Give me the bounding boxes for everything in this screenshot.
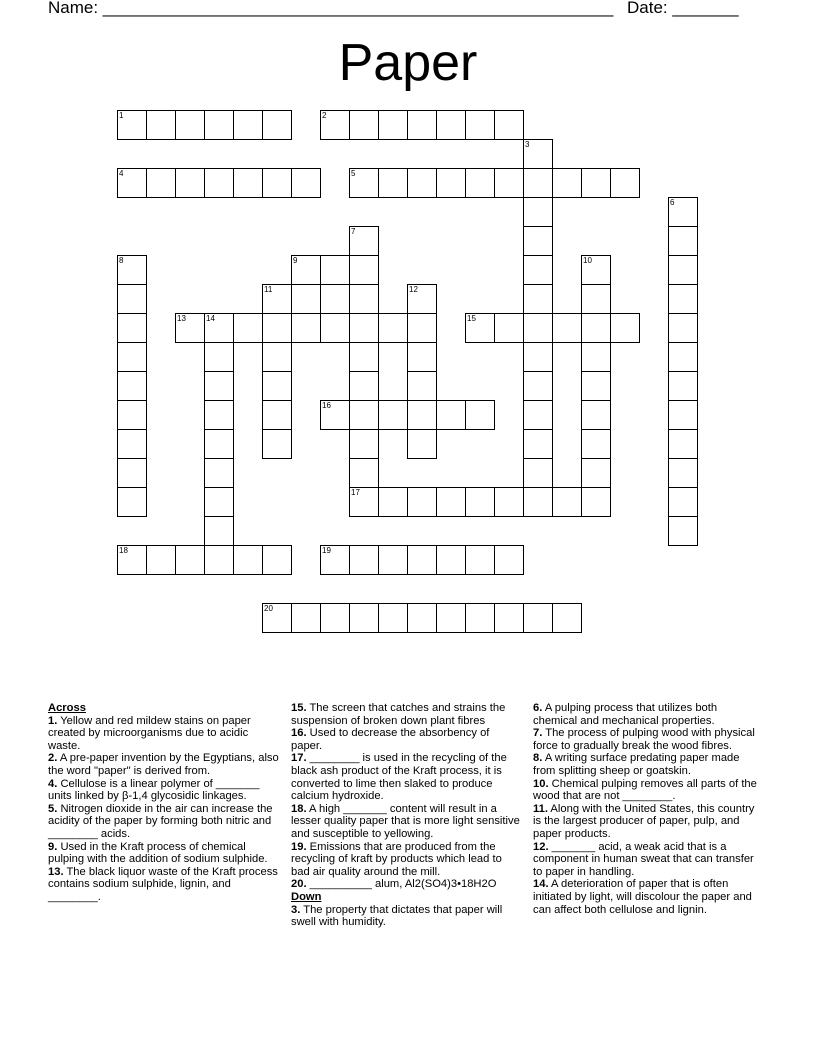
down-heading: Down bbox=[291, 890, 322, 903]
grid-cell[interactable] bbox=[523, 139, 553, 169]
clue-number: 10 bbox=[583, 256, 592, 265]
clue bbox=[533, 702, 763, 727]
grid-cell[interactable] bbox=[378, 400, 408, 430]
clue-number: 10. bbox=[533, 777, 549, 790]
grid-cell[interactable] bbox=[523, 400, 553, 430]
grid-cell[interactable] bbox=[668, 371, 698, 401]
clue-number: 5. bbox=[48, 802, 58, 815]
grid-cell[interactable] bbox=[523, 487, 553, 517]
grid-cell[interactable] bbox=[349, 400, 379, 430]
page-title: Paper bbox=[338, 34, 478, 92]
grid-cell[interactable] bbox=[668, 255, 698, 285]
grid-cell[interactable] bbox=[204, 313, 234, 343]
clue-text: A deterioration of paper that is often initiated by light, will discolour the paper and can affect both cellulose and lignin. bbox=[533, 878, 752, 916]
clue-number: 13. bbox=[48, 865, 64, 878]
grid-cell[interactable] bbox=[262, 429, 292, 459]
clue bbox=[533, 752, 763, 777]
clue bbox=[291, 803, 521, 841]
clue-text: A pulping process that utilizes both chemical and mechanical properties. bbox=[533, 702, 718, 727]
grid-cell[interactable] bbox=[465, 110, 495, 140]
grid-cell[interactable] bbox=[581, 371, 611, 401]
grid-cell[interactable] bbox=[494, 313, 524, 343]
clue-number: 3. bbox=[291, 903, 301, 916]
grid-cell[interactable] bbox=[581, 487, 611, 517]
grid-cell[interactable] bbox=[465, 487, 495, 517]
clue-number: 1. bbox=[48, 714, 58, 727]
grid-cell[interactable] bbox=[262, 371, 292, 401]
grid-cell[interactable] bbox=[175, 313, 205, 343]
grid-cell[interactable] bbox=[494, 603, 524, 633]
grid-cell[interactable] bbox=[320, 545, 350, 575]
grid-cell[interactable] bbox=[204, 342, 234, 372]
clue-number: 19 bbox=[322, 546, 331, 555]
clue bbox=[48, 841, 280, 866]
clue-number: 14 bbox=[206, 314, 215, 323]
grid-cell[interactable] bbox=[117, 400, 147, 430]
clue-number: 17. bbox=[291, 752, 307, 765]
clue bbox=[48, 752, 280, 777]
grid-cell[interactable] bbox=[204, 168, 234, 198]
clue-number: 6. bbox=[533, 702, 543, 714]
grid-cell[interactable] bbox=[465, 400, 495, 430]
grid-cell[interactable] bbox=[494, 168, 524, 198]
clue-number: 18 bbox=[119, 546, 128, 555]
grid-cell[interactable] bbox=[233, 168, 263, 198]
grid-cell[interactable] bbox=[668, 429, 698, 459]
name-label: Name: bbox=[48, 0, 103, 17]
clue-number: 8 bbox=[119, 256, 124, 265]
grid-cell[interactable] bbox=[523, 197, 553, 227]
clue bbox=[291, 727, 521, 752]
grid-cell[interactable] bbox=[378, 110, 408, 140]
grid-cell[interactable] bbox=[407, 110, 437, 140]
clue-text: Chemical pulping removes all parts of the wood that are not ________. bbox=[533, 777, 757, 803]
grid-cell[interactable] bbox=[523, 255, 553, 285]
name-line[interactable]: ______________________________________________________ bbox=[102, 0, 614, 17]
grid-cell[interactable] bbox=[204, 516, 234, 546]
grid-cell[interactable] bbox=[349, 313, 379, 343]
clue-text: _______ acid, a weak acid that is a component in human sweat that can transfer to paper in handling. bbox=[533, 840, 754, 878]
grid-cell[interactable] bbox=[320, 603, 350, 633]
grid-cell[interactable] bbox=[436, 400, 466, 430]
grid-cell[interactable] bbox=[378, 168, 408, 198]
clue-text: Cellulose is a linear polymer of _______ units linked by β-1,4 glycosidic linkages. bbox=[48, 777, 260, 803]
clue-number: 12 bbox=[409, 285, 418, 294]
clue-number: 15. bbox=[291, 702, 307, 714]
grid-cell[interactable] bbox=[523, 603, 553, 633]
grid-cell[interactable] bbox=[291, 284, 321, 314]
grid-cell[interactable] bbox=[407, 371, 437, 401]
grid-cell[interactable] bbox=[320, 284, 350, 314]
grid-cell[interactable] bbox=[552, 487, 582, 517]
clue-number: 7 bbox=[351, 227, 356, 236]
grid-cell[interactable] bbox=[204, 429, 234, 459]
grid-cell[interactable] bbox=[117, 342, 147, 372]
clue bbox=[291, 878, 521, 891]
grid-cell[interactable] bbox=[436, 168, 466, 198]
clue-number: 9 bbox=[293, 256, 298, 265]
clue-number: 16 bbox=[322, 401, 331, 410]
grid-cell[interactable] bbox=[523, 284, 553, 314]
grid-cell[interactable] bbox=[465, 545, 495, 575]
grid-cell[interactable] bbox=[407, 342, 437, 372]
clue-text: ________ is used in the recycling of the black ash product of the Kraft process, it is converted to lime then slaked to produce calcium hydroxide. bbox=[291, 752, 507, 803]
clue bbox=[291, 841, 521, 879]
clue-number: 16. bbox=[291, 727, 307, 740]
grid-cell[interactable] bbox=[552, 603, 582, 633]
clue-text: Used in the Kraft process of chemical pulping with the addition of sodium sulphide. bbox=[48, 840, 268, 866]
grid-cell[interactable] bbox=[552, 313, 582, 343]
grid-cell[interactable] bbox=[291, 313, 321, 343]
grid-cell[interactable] bbox=[175, 110, 205, 140]
clue-number: 18. bbox=[291, 802, 307, 815]
grid-cell[interactable] bbox=[117, 110, 147, 140]
grid-cell[interactable] bbox=[320, 400, 350, 430]
grid-cell[interactable] bbox=[668, 400, 698, 430]
clue bbox=[291, 904, 521, 929]
clue-text: The property that dictates that paper will swell with humidity. bbox=[291, 903, 503, 929]
date-line[interactable]: _______ bbox=[672, 0, 739, 17]
clue-number: 12. bbox=[533, 840, 549, 853]
clue bbox=[48, 778, 280, 803]
grid-cell[interactable] bbox=[175, 168, 205, 198]
grid-cell[interactable] bbox=[349, 226, 379, 256]
grid-cell[interactable] bbox=[407, 168, 437, 198]
grid-cell[interactable] bbox=[436, 110, 466, 140]
grid-cell[interactable] bbox=[407, 487, 437, 517]
clues-column-1 bbox=[48, 702, 280, 904]
clue-number: 4 bbox=[119, 169, 124, 178]
grid-cell[interactable] bbox=[262, 284, 292, 314]
grid-cell[interactable] bbox=[349, 487, 379, 517]
grid-cell[interactable] bbox=[291, 168, 321, 198]
clues-column-3 bbox=[533, 702, 763, 916]
clue bbox=[291, 702, 521, 727]
grid-cell[interactable] bbox=[378, 603, 408, 633]
clue-text: A pre-paper invention by the Egyptians, also the word "paper" is derived from. bbox=[48, 752, 279, 777]
clue-text: __________ alum, Al2(SO4)3•18H2O bbox=[306, 878, 497, 891]
grid-cell[interactable] bbox=[581, 458, 611, 488]
clue bbox=[533, 878, 763, 916]
grid-cell[interactable] bbox=[465, 168, 495, 198]
grid-cell[interactable] bbox=[320, 255, 350, 285]
grid-cell[interactable] bbox=[349, 371, 379, 401]
grid-cell[interactable] bbox=[523, 342, 553, 372]
clue-number: 5 bbox=[351, 169, 356, 178]
clue-text: Emissions that are produced from the recycling of kraft by products which lead to bad air quality around the mill. bbox=[291, 840, 502, 878]
grid-cell[interactable] bbox=[523, 429, 553, 459]
grid-cell[interactable] bbox=[262, 400, 292, 430]
clue-number: 3 bbox=[525, 140, 530, 149]
grid-cell[interactable] bbox=[581, 342, 611, 372]
grid-cell[interactable] bbox=[494, 545, 524, 575]
clue-text: Yellow and red mildew stains on paper created by microorganisms due to acidic waste. bbox=[48, 714, 251, 752]
down-clue-list-continued bbox=[533, 702, 763, 916]
grid-cell[interactable] bbox=[233, 110, 263, 140]
grid-cell[interactable] bbox=[349, 429, 379, 459]
grid-cell[interactable] bbox=[291, 603, 321, 633]
grid-cell[interactable] bbox=[668, 226, 698, 256]
grid-cell[interactable] bbox=[494, 110, 524, 140]
grid-cell[interactable] bbox=[349, 284, 379, 314]
grid-cell[interactable] bbox=[262, 110, 292, 140]
grid-cell[interactable] bbox=[668, 197, 698, 227]
clue bbox=[48, 715, 280, 753]
clue-number: 15 bbox=[467, 314, 476, 323]
grid-cell[interactable] bbox=[233, 545, 263, 575]
date-label: Date: bbox=[627, 0, 673, 17]
clue-text: Along with the United States, this country is the largest producer of paper, pulp, and paper products. bbox=[533, 802, 755, 840]
clue-text: The black liquor waste of the Kraft process contains sodium sulphide, lignin, and ________. bbox=[48, 865, 278, 903]
across-clue-list bbox=[48, 715, 280, 904]
grid-cell[interactable] bbox=[349, 168, 379, 198]
clue bbox=[533, 778, 763, 803]
grid-cell[interactable] bbox=[117, 487, 147, 517]
clue-text: The screen that catches and strains the suspension of broken down plant fibres bbox=[291, 702, 506, 727]
grid-cell[interactable] bbox=[523, 168, 553, 198]
grid-cell[interactable] bbox=[320, 110, 350, 140]
clue-number: 6 bbox=[670, 198, 675, 207]
down-clue-list bbox=[291, 904, 521, 929]
grid-cell[interactable] bbox=[175, 545, 205, 575]
grid-cell[interactable] bbox=[349, 110, 379, 140]
grid-cell[interactable] bbox=[349, 255, 379, 285]
across-heading: Across bbox=[48, 702, 86, 714]
grid-cell[interactable] bbox=[407, 284, 437, 314]
grid-cell[interactable] bbox=[552, 168, 582, 198]
grid-cell[interactable] bbox=[610, 168, 640, 198]
clue-text: The process of pulping wood with physical force to gradually break the wood fibres. bbox=[533, 727, 755, 752]
clue-number: 8. bbox=[533, 752, 543, 765]
clue bbox=[48, 866, 280, 904]
grid-cell[interactable] bbox=[349, 603, 379, 633]
grid-cell[interactable] bbox=[117, 371, 147, 401]
clue-number: 2. bbox=[48, 752, 58, 765]
grid-cell[interactable] bbox=[262, 603, 292, 633]
grid-cell[interactable] bbox=[407, 545, 437, 575]
clue bbox=[533, 841, 763, 879]
clue-number: 20 bbox=[264, 604, 273, 613]
clue-number: 4. bbox=[48, 777, 58, 790]
grid-cell[interactable] bbox=[204, 400, 234, 430]
grid-cell[interactable] bbox=[465, 313, 495, 343]
clue-text: Nitrogen dioxide in the air can increase the acidity of the paper by forming both nitric and ________ acids. bbox=[48, 802, 273, 840]
clue-number: 9. bbox=[48, 840, 58, 853]
grid-cell[interactable] bbox=[523, 313, 553, 343]
clue-number: 11 bbox=[264, 285, 273, 294]
grid-cell[interactable] bbox=[204, 371, 234, 401]
grid-cell[interactable] bbox=[117, 168, 147, 198]
grid-cell[interactable] bbox=[465, 603, 495, 633]
clue bbox=[48, 803, 280, 841]
grid-cell[interactable] bbox=[204, 110, 234, 140]
grid-cell[interactable] bbox=[117, 429, 147, 459]
grid-cell[interactable] bbox=[581, 284, 611, 314]
grid-cell[interactable] bbox=[668, 458, 698, 488]
grid-cell[interactable] bbox=[581, 255, 611, 285]
clue bbox=[533, 803, 763, 841]
clue-number: 11. bbox=[533, 802, 548, 815]
grid-cell[interactable] bbox=[117, 284, 147, 314]
grid-cell[interactable] bbox=[523, 371, 553, 401]
grid-cell[interactable] bbox=[349, 545, 379, 575]
grid-cell[interactable] bbox=[610, 313, 640, 343]
grid-cell[interactable] bbox=[581, 429, 611, 459]
grid-cell[interactable] bbox=[668, 516, 698, 546]
grid-cell[interactable] bbox=[117, 458, 147, 488]
grid-cell[interactable] bbox=[146, 110, 176, 140]
grid-cell[interactable] bbox=[233, 313, 263, 343]
clue-number: 1 bbox=[119, 111, 124, 120]
grid-cell[interactable] bbox=[320, 313, 350, 343]
clue-number: 2 bbox=[322, 111, 327, 120]
clue bbox=[291, 752, 521, 802]
grid-cell[interactable] bbox=[117, 545, 147, 575]
clues-column-2 bbox=[291, 702, 521, 929]
grid-cell[interactable] bbox=[204, 545, 234, 575]
grid-cell[interactable] bbox=[262, 545, 292, 575]
grid-cell[interactable] bbox=[204, 487, 234, 517]
grid-cell[interactable] bbox=[262, 313, 292, 343]
grid-cell[interactable] bbox=[378, 487, 408, 517]
clue-number: 13 bbox=[177, 314, 186, 323]
grid-cell[interactable] bbox=[407, 313, 437, 343]
clue-number: 14. bbox=[533, 878, 549, 891]
grid-cell[interactable] bbox=[378, 313, 408, 343]
clue-number: 7. bbox=[533, 727, 543, 740]
clue-number: 20. bbox=[291, 878, 307, 891]
grid-cell[interactable] bbox=[494, 487, 524, 517]
grid-cell[interactable] bbox=[146, 168, 176, 198]
grid-cell[interactable] bbox=[668, 487, 698, 517]
grid-cell[interactable] bbox=[668, 313, 698, 343]
grid-cell[interactable] bbox=[291, 255, 321, 285]
grid-cell[interactable] bbox=[204, 458, 234, 488]
clue-text: Used to decrease the absorbency of paper. bbox=[291, 727, 490, 752]
grid-cell[interactable] bbox=[349, 342, 379, 372]
clue-number: 17 bbox=[351, 488, 360, 497]
clue-number: 19. bbox=[291, 840, 307, 853]
clue-text: A writing surface predating paper made from splitting sheep or goatskin. bbox=[533, 752, 740, 777]
grid-cell[interactable] bbox=[117, 313, 147, 343]
grid-cell[interactable] bbox=[407, 400, 437, 430]
clue-text: A high _______ content will result in a lesser quality paper that is more light sensitive and susceptible to yellowing. bbox=[291, 802, 520, 840]
grid-cell[interactable] bbox=[581, 313, 611, 343]
grid-cell[interactable] bbox=[436, 545, 466, 575]
grid-cell[interactable] bbox=[523, 458, 553, 488]
grid-cell[interactable] bbox=[407, 603, 437, 633]
across-clue-list-continued bbox=[291, 702, 521, 891]
grid-cell[interactable] bbox=[262, 342, 292, 372]
grid-cell[interactable] bbox=[407, 429, 437, 459]
grid-cell[interactable] bbox=[581, 400, 611, 430]
grid-cell[interactable] bbox=[436, 487, 466, 517]
grid-cell[interactable] bbox=[668, 342, 698, 372]
grid-cell[interactable] bbox=[668, 284, 698, 314]
grid-cell[interactable] bbox=[146, 545, 176, 575]
grid-cell[interactable] bbox=[581, 168, 611, 198]
clue bbox=[533, 727, 763, 752]
grid-cell[interactable] bbox=[262, 168, 292, 198]
grid-cell[interactable] bbox=[523, 226, 553, 256]
grid-cell[interactable] bbox=[436, 603, 466, 633]
grid-cell[interactable] bbox=[117, 255, 147, 285]
grid-cell[interactable] bbox=[349, 458, 379, 488]
grid-cell[interactable] bbox=[378, 545, 408, 575]
